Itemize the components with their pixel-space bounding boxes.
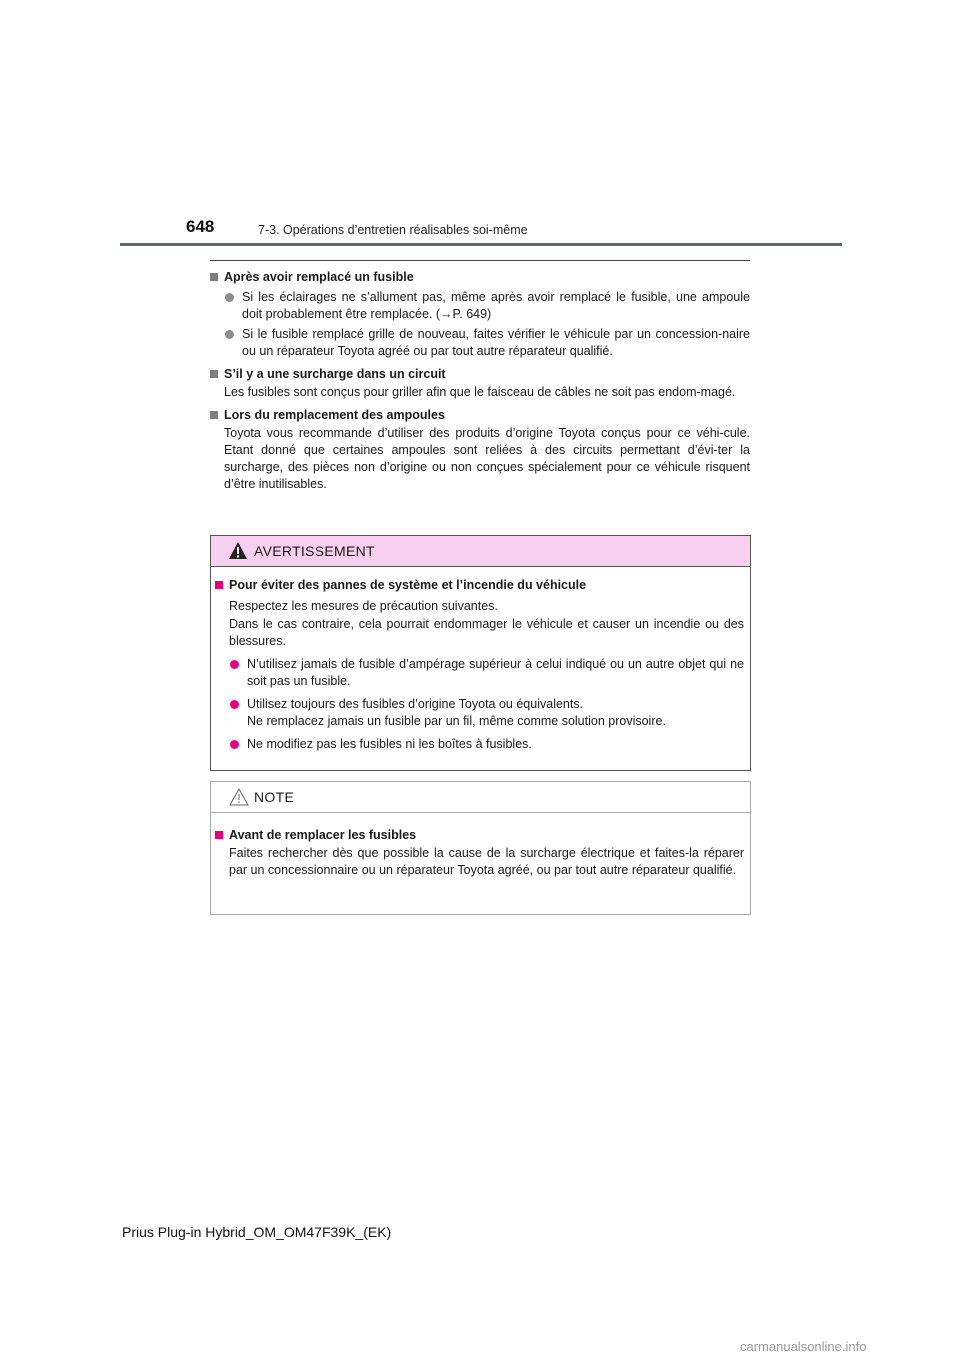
header-rule [120,243,842,246]
section-after-replacing [210,269,750,360]
warning-title: AVERTISSEMENT [254,543,375,559]
section-heading: Après avoir remplacé un fusible [210,269,750,286]
warning-header [211,536,750,567]
list-item: Si les éclairages ne s’allument pas, même après avoir remplacé le fusible, une ampoule doit probablement être remplacée. (→P. 649) [210,289,750,323]
square-bullet-icon [210,370,218,378]
note-text: Faites rechercher dès que possible la cause de la surcharge électrique et faites-la réparer par un concessionnaire ou un réparateur Toyota agréé, ou par tout autre réparateur qualifié. [229,846,744,877]
note-heading: Avant de remplacer les fusibles [215,827,744,844]
section-title: 7-3. Opérations d’entretien réalisables soi-même [258,223,528,237]
list-item: N’utilisez jamais de fusible d’ampérage supérieur à celui indiqué ou un autre objet qui ne soit pas un fusible. [215,656,744,690]
round-bullet-icon [230,700,239,709]
main-content [210,260,750,499]
warning-body [211,567,750,765]
square-bullet-icon [215,581,223,589]
warning-heading: Pour éviter des pannes de système et l’incendie du véhicule [215,577,744,594]
note-box [210,781,751,915]
section-text: Toyota vous recommande d’utiliser des produits d’origine Toyota conçus pour ce véhi-cule. Etant donné que certaines ampoules sont reliées à des circuits permettant d’évi-ter la surcharge, des pièces non d’origine ou non conçues spécialement pour ce véhicule risquent d’être inutilisables. [224,426,750,491]
warning-text: Respectez les mesures de précaution suivantes. [229,599,498,613]
page-number: 648 [186,217,215,236]
list-item: Ne modifiez pas les fusibles ni les boîtes à fusibles. [215,736,744,753]
warning-triangle-icon [229,542,247,559]
square-bullet-icon [210,273,218,281]
round-bullet-icon [225,330,234,339]
note-title: NOTE [254,789,295,805]
note-body [211,813,750,891]
round-bullet-icon [230,740,239,749]
note-header [211,782,750,813]
content-divider [210,260,750,261]
round-bullet-icon [230,660,239,669]
list-item: Si le fusible remplacé grille de nouveau, faites vérifier le véhicule par un concession-naire ou un réparateur Toyota agréé ou par tout autre réparateur qualifié. [210,326,750,360]
footer-document-id: Prius Plug-in Hybrid_OM_OM47F39K_(EK) [122,1224,392,1240]
round-bullet-icon [225,293,234,302]
section-overload [210,366,750,401]
section-bulbs [210,407,750,493]
list-item: Utilisez toujours des fusibles d’origine Toyota ou équivalents. Ne remplacez jamais un fusible par un fil, même comme solution provisoire. [215,696,744,730]
warning-box [210,535,751,771]
square-bullet-icon [210,411,218,419]
caution-triangle-icon [229,788,249,806]
square-bullet-icon [215,831,223,839]
warning-text: Dans le cas contraire, cela pourrait endommager le véhicule et causer un incendie ou des blessures. [229,617,744,648]
section-text: Les fusibles sont conçus pour griller afin que le faisceau de câbles ne soit pas endom-magé. [224,385,736,399]
watermark: carmanualsonline.info [740,1339,867,1354]
section-heading: S’il y a une surcharge dans un circuit [210,366,750,383]
section-heading: Lors du remplacement des ampoules [210,407,750,424]
